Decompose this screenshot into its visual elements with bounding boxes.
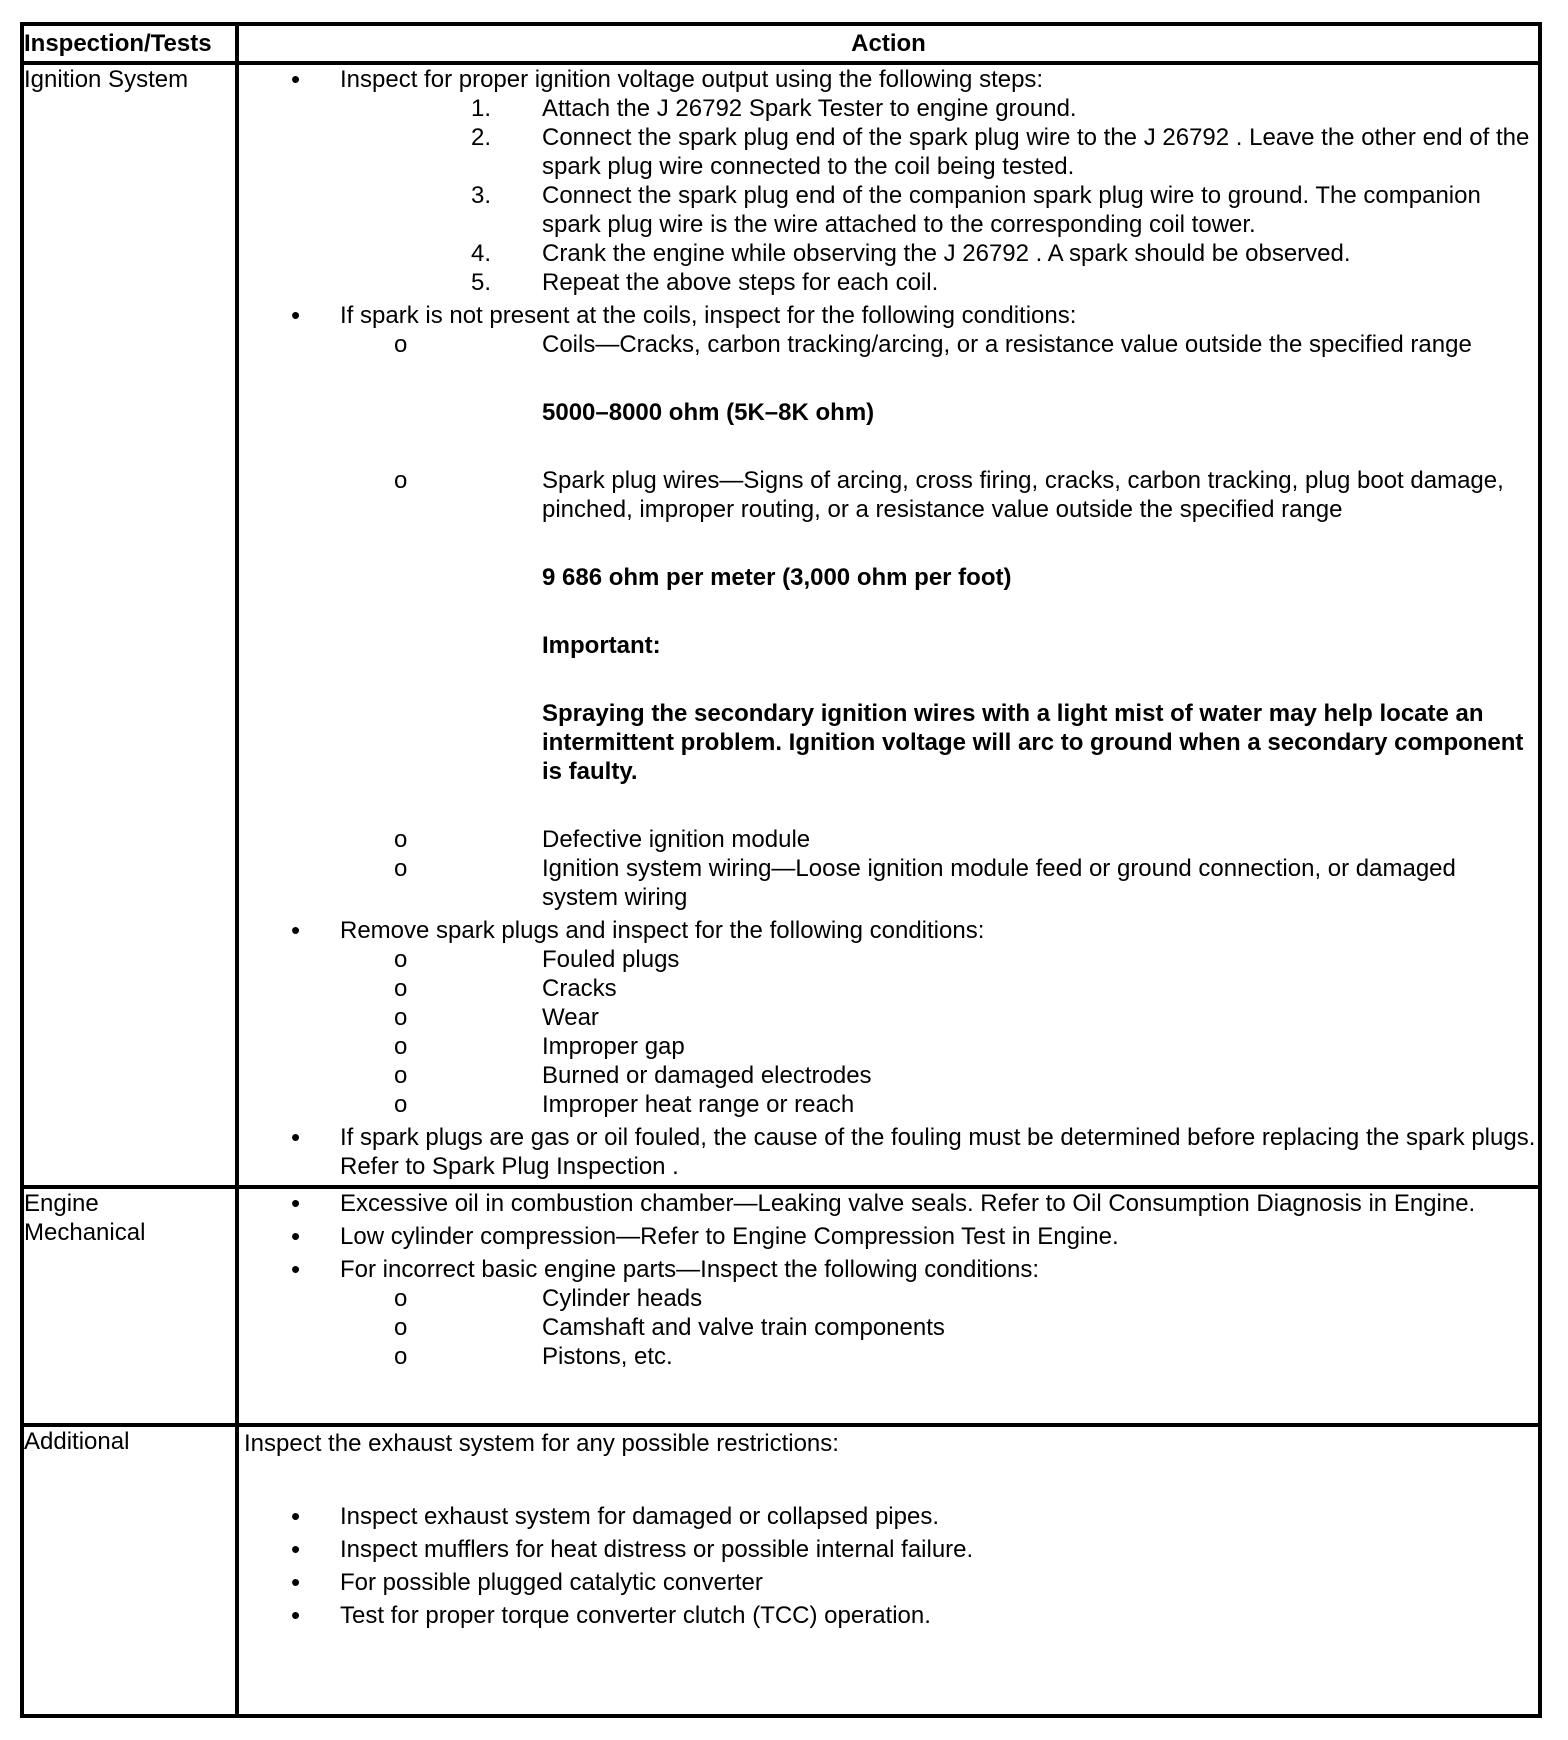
step-text: Connect the spark plug end of the companion spark plug wire to ground. The companion spark plug wire is the wire attached to the corresponding coil tower.: [542, 182, 1481, 238]
bullet-text: Inspect exhaust system for damaged or collapsed pipes.: [340, 1503, 939, 1530]
plug-condition: [340, 1061, 1538, 1090]
condition-ignition-wiring: [340, 854, 1538, 912]
row-label-engine: [22, 1187, 237, 1425]
header-row: [22, 24, 1540, 63]
step-number: 5.: [470, 269, 491, 296]
part-item: [340, 1284, 1538, 1313]
step-number: 2.: [470, 124, 491, 151]
parts-list: [340, 1284, 1538, 1371]
condition-text: Spark plug wires—Signs of arcing, cross firing, cracks, carbon tracking, plug boot damage, pinched, improper routing, or a resistance value outside the specified range: [542, 467, 1504, 523]
step-item: [340, 268, 1538, 297]
bullet-text: If spark plugs are gas or oil fouled, the cause of the fouling must be determined before replacing the spark plugs. Refer to Spark Plug Inspection .: [340, 1124, 1536, 1180]
condition-text: Fouled plugs: [542, 946, 680, 973]
part-text: Pistons, etc.: [542, 1343, 673, 1370]
important-label: Important:: [542, 632, 661, 659]
header-inspection-tests: Inspection/Tests: [22, 24, 237, 63]
bullet-text: For incorrect basic engine parts—Inspect the following conditions:: [340, 1256, 1040, 1283]
condition-ignition-module: [340, 825, 1538, 854]
part-item: [340, 1313, 1538, 1342]
row-ignition-system: [22, 63, 1540, 1187]
step-number: 1.: [470, 95, 491, 122]
bullet-fouled-plugs: [239, 1123, 1538, 1181]
step-text: Repeat the above steps for each coil.: [542, 269, 939, 296]
plug-condition-list: [340, 945, 1538, 1119]
action-engine: [237, 1187, 1540, 1425]
action-ignition: [237, 63, 1540, 1187]
bullet-text: Remove spark plugs and inspect for the following conditions:: [340, 917, 985, 944]
step-number: 4.: [470, 240, 491, 267]
bullet-text: Test for proper torque converter clutch (TCC) operation.: [340, 1602, 931, 1629]
step-number: 3.: [470, 182, 491, 209]
bullet-catalytic-converter: [239, 1568, 1538, 1597]
condition-text: Defective ignition module: [542, 826, 811, 853]
plug-condition: [340, 1003, 1538, 1032]
bullet-spark-not-present: [239, 301, 1538, 912]
part-text: Cylinder heads: [542, 1285, 703, 1312]
bullet-text: Inspect mufflers for heat distress or possible internal failure.: [340, 1536, 974, 1563]
condition-text: Improper gap: [542, 1033, 685, 1060]
condition-coils: [340, 330, 1538, 427]
bullet-text: If spark is not present at the coils, inspect for the following conditions:: [340, 302, 1077, 329]
step-item: [340, 94, 1538, 123]
row-label-additional: Additional: [22, 1425, 237, 1716]
condition-text: Burned or damaged electrodes: [542, 1062, 872, 1089]
plug-condition: [340, 945, 1538, 974]
step-item: [340, 123, 1538, 181]
condition-list: [340, 330, 1538, 912]
condition-text: Cracks: [542, 975, 617, 1002]
condition-text: Coils—Cracks, carbon tracking/arcing, or a resistance value outside the specified range: [542, 331, 1472, 358]
label-line: Engine: [24, 1190, 99, 1217]
bullet-voltage-output: [239, 65, 1538, 297]
condition-spark-plug-wires: [340, 466, 1538, 786]
step-text: Attach the J 26792 Spark Tester to engine ground.: [542, 95, 1077, 122]
row-additional: [22, 1425, 1540, 1716]
bullet-text: Inspect for proper ignition voltage output using the following steps:: [340, 66, 1044, 93]
part-text: Camshaft and valve train components: [542, 1314, 945, 1341]
step-text: Crank the engine while observing the J 26792 . A spark should be observed.: [542, 240, 1351, 267]
bullet-incorrect-parts: [239, 1255, 1538, 1371]
important-text: Spraying the secondary ignition wires with a light mist of water may help locate an intermittent problem. Ignition voltage will arc to ground when a secondary component is faulty.: [542, 700, 1524, 785]
step-item: [340, 239, 1538, 268]
row-label-ignition: Ignition System: [22, 63, 237, 1187]
step-text: Connect the spark plug end of the spark plug wire to the J 26792 . Leave the other end of the spark plug wire connected to the coil being tested.: [542, 124, 1530, 180]
bullet-mufflers: [239, 1535, 1538, 1564]
action-additional: [237, 1425, 1540, 1716]
coils-resistance-spec: 5000–8000 ohm (5K–8K ohm): [542, 399, 875, 426]
plug-condition: [340, 1090, 1538, 1119]
step-item: [340, 181, 1538, 239]
condition-text: Improper heat range or reach: [542, 1091, 855, 1118]
bullet-remove-spark-plugs: [239, 916, 1538, 1119]
bullet-text: Low cylinder compression—Refer to Engine Compression Test in Engine.: [340, 1223, 1119, 1250]
label-line: Mechanical: [24, 1219, 146, 1246]
step-list: [340, 94, 1538, 297]
row-engine-mechanical: [22, 1187, 1540, 1425]
header-action: Action: [237, 24, 1540, 63]
bullet-text: Excessive oil in combustion chamber—Leaking valve seals. Refer to Oil Consumption Diagnosis in Engine.: [340, 1190, 1476, 1217]
condition-text: Wear: [542, 1004, 599, 1031]
additional-intro: Inspect the exhaust system for any possible restrictions:: [244, 1430, 839, 1457]
plug-condition: [340, 1032, 1538, 1061]
bullet-text: For possible plugged catalytic converter: [340, 1569, 763, 1596]
wires-resistance-spec: 9 686 ohm per meter (3,000 ohm per foot): [542, 564, 1012, 591]
plug-condition: [340, 974, 1538, 1003]
bullet-low-compression: [239, 1222, 1538, 1251]
part-item: [340, 1342, 1538, 1371]
condition-text: Ignition system wiring—Loose ignition module feed or ground connection, or damaged system wiring: [542, 855, 1456, 911]
bullet-excess-oil: [239, 1189, 1538, 1218]
bullet-tcc-operation: [239, 1601, 1538, 1630]
bullet-exhaust-pipes: [239, 1502, 1538, 1531]
inspection-table: [20, 22, 1542, 1718]
